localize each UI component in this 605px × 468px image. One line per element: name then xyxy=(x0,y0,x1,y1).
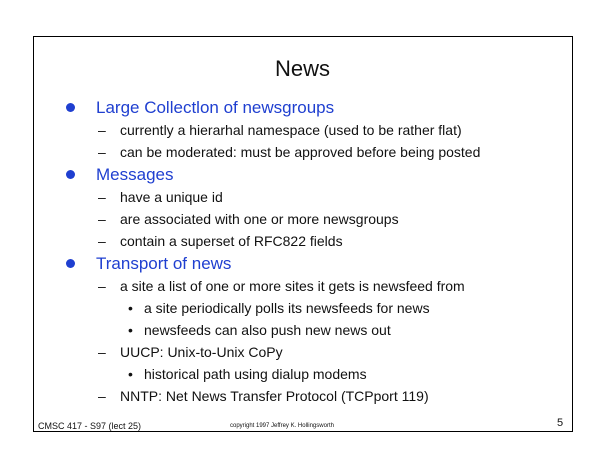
list-item xyxy=(64,208,564,230)
list-item-text: have a unique id xyxy=(120,189,223,205)
dot-icon: • xyxy=(128,366,133,382)
dot-icon: • xyxy=(128,300,133,316)
list-item-text: NNTP: Net News Transfer Protocol (TCPport 119) xyxy=(120,388,429,404)
dash-icon: – xyxy=(98,388,106,404)
list-item xyxy=(64,385,564,407)
slide-content xyxy=(64,96,564,407)
section-heading-label: Messages xyxy=(96,165,174,184)
sub-list-item-text: a site periodically polls its newsfeeds for news xyxy=(144,300,430,316)
bullet-dot-icon xyxy=(66,259,75,268)
list-item-text: UUCP: Unix-to-Unix CoPy xyxy=(120,344,283,360)
dash-icon: – xyxy=(98,211,106,227)
page-number: 5 xyxy=(557,417,564,429)
bullet-dot-icon xyxy=(66,170,75,179)
list-item-text: are associated with one or more newsgroups xyxy=(120,211,399,227)
footer-copyright: copyright 1997 Jeffrey K. Hollingsworth xyxy=(230,423,334,429)
section-heading-transport xyxy=(64,252,564,275)
section-heading-newsgroups xyxy=(64,96,564,119)
sub-list-item-text: newsfeeds can also push new news out xyxy=(144,322,391,338)
list-item xyxy=(64,119,564,141)
list-item-text: a site a list of one or more sites it gets is newsfeed from xyxy=(120,278,465,294)
dash-icon: – xyxy=(98,122,106,138)
sub-list-item xyxy=(64,297,564,319)
list-item xyxy=(64,186,564,208)
bullet-dot-icon xyxy=(66,103,75,112)
list-item xyxy=(64,275,564,297)
list-item xyxy=(64,230,564,252)
sub-list-item-text: historical path using dialup modems xyxy=(144,366,367,382)
section-heading-label: Transport of news xyxy=(96,254,232,273)
list-item-text: can be moderated: must be approved before being posted xyxy=(120,144,481,160)
section-heading-label: Large Collectlon of newsgroups xyxy=(96,98,335,117)
dot-icon: • xyxy=(128,322,133,338)
sub-list-item xyxy=(64,363,564,385)
list-item xyxy=(64,341,564,363)
dash-icon: – xyxy=(98,278,106,294)
dash-icon: – xyxy=(98,233,106,249)
sub-list-item xyxy=(64,319,564,341)
list-item-text: currently a hierarhal namespace (used to be rather flat) xyxy=(120,122,462,138)
section-heading-messages xyxy=(64,163,564,186)
dash-icon: – xyxy=(98,344,106,360)
footer-course: CMSC 417 - S97 (lect 25) xyxy=(38,421,142,431)
slide-title: News xyxy=(274,56,330,81)
list-item xyxy=(64,141,564,163)
dash-icon: – xyxy=(98,144,106,160)
list-item-text: contain a superset of RFC822 fields xyxy=(120,233,343,249)
dash-icon: – xyxy=(98,189,106,205)
